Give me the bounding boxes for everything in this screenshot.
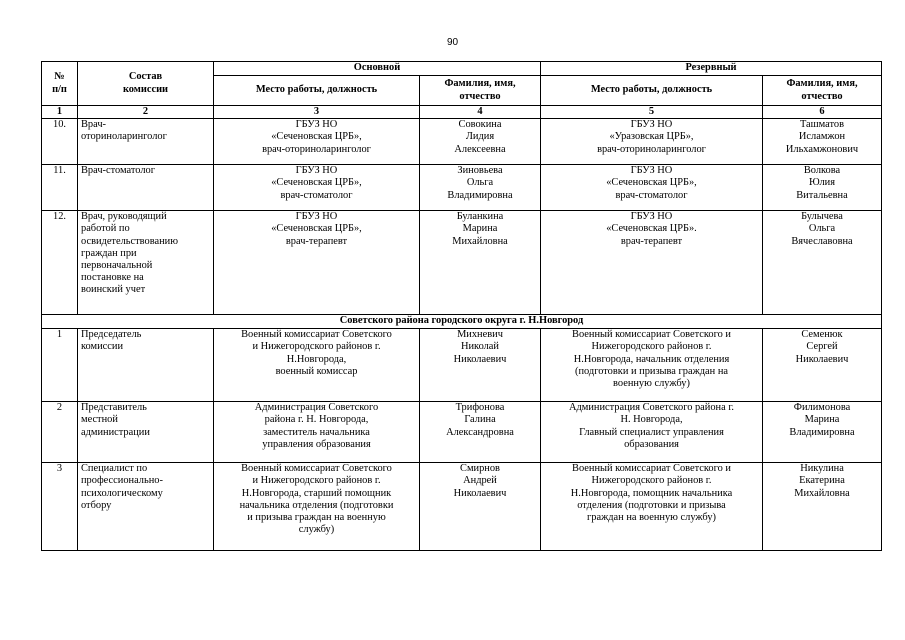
commission-role: Врач- оториноларинголог (78, 119, 214, 165)
reserve-workplace: ГБУЗ НО «Уразовская ЦРБ», врач-оториноларинголог (541, 119, 763, 165)
reserve-person-name: Волкова Юлия Витальевна (763, 165, 882, 211)
reserve-workplace: Военный комиссариат Советского и Нижегородского районов г. Н.Новгорода, помощник начальника отделения (подготовки и призыва граждан на военную службу) (541, 463, 763, 551)
table-row (42, 463, 882, 551)
row-number: 12. (42, 211, 78, 315)
reserve-person-name: Семенюк Сергей Николаевич (763, 329, 882, 402)
row-number: 1 (42, 329, 78, 402)
main-person-name: Михневич Николай Николаевич (420, 329, 541, 402)
main-workplace: Военный комиссариат Советского и Нижегородского районов г. Н.Новгорода, военный комиссар (214, 329, 420, 402)
column-number: 1 (42, 106, 78, 119)
main-workplace: Администрация Советского района г. Н. Новгорода, заместитель начальника управления образования (214, 402, 420, 463)
row-number: 10. (42, 119, 78, 165)
commission-role: Специалист по профессионально- психологическому отбору (78, 463, 214, 551)
main-person-name: Зиновьева Ольга Владимировна (420, 165, 541, 211)
main-person-name: Трифонова Галина Александровна (420, 402, 541, 463)
section-row (42, 315, 882, 329)
main-workplace: ГБУЗ НО «Сеченовская ЦРБ», врач-стоматолог (214, 165, 420, 211)
header-reserve-name: Фамилия, имя, отчество (763, 76, 882, 106)
main-workplace: ГБУЗ НО «Сеченовская ЦРБ», врач-терапевт (214, 211, 420, 315)
header-composition: Состав комиссии (78, 62, 214, 106)
column-number: 3 (214, 106, 420, 119)
reserve-person-name: Никулина Екатерина Михайловна (763, 463, 882, 551)
page-number: 90 (446, 37, 459, 48)
header-reserve: Резервный (541, 62, 882, 76)
reserve-person-name: Филимонова Марина Владимировна (763, 402, 882, 463)
reserve-person-name: Булычева Ольга Вячеславовна (763, 211, 882, 315)
reserve-workplace: Администрация Советского района г. Н. Новгорода, Главный специалист управления образования (541, 402, 763, 463)
reserve-workplace: ГБУЗ НО «Сеченовская ЦРБ». врач-терапевт (541, 211, 763, 315)
header-num: № п/п (42, 62, 78, 106)
table-row (42, 119, 882, 165)
header-main-workplace: Место работы, должность (214, 76, 420, 106)
column-number: 6 (763, 106, 882, 119)
commission-role: Врач-стоматолог (78, 165, 214, 211)
main-workplace: ГБУЗ НО «Сеченовская ЦРБ», врач-оториноларинголог (214, 119, 420, 165)
main-person-name: Буланкина Марина Михайловна (420, 211, 541, 315)
table-row (42, 329, 882, 402)
table-row (42, 165, 882, 211)
column-number: 5 (541, 106, 763, 119)
row-number: 2 (42, 402, 78, 463)
column-number: 4 (420, 106, 541, 119)
main-person-name: Совокина Лидия Алексеевна (420, 119, 541, 165)
reserve-workplace: ГБУЗ НО «Сеченовская ЦРБ», врач-стоматолог (541, 165, 763, 211)
table-row (42, 402, 882, 463)
table-row (42, 211, 882, 315)
main-workplace: Военный комиссариат Советского и Нижегородского районов г. Н.Новгорода, старший помощник начальника отделения (подготовки и призыва граждан на военную службу) (214, 463, 420, 551)
main-person-name: Смирнов Андрей Николаевич (420, 463, 541, 551)
header-main-name: Фамилия, имя, отчество (420, 76, 541, 106)
commission-table (41, 61, 882, 551)
row-number: 3 (42, 463, 78, 551)
section-title: Советского района городского округа г. Н.Новгород (42, 315, 882, 329)
commission-role: Председатель комиссии (78, 329, 214, 402)
column-number: 2 (78, 106, 214, 119)
row-number: 11. (42, 165, 78, 211)
commission-role: Представитель местной администрации (78, 402, 214, 463)
reserve-workplace: Военный комиссариат Советского и Нижегородского районов г. Н.Новгорода, начальник отделения (подготовки и призыва граждан на военную службу) (541, 329, 763, 402)
header-main: Основной (214, 62, 541, 76)
header-reserve-workplace: Место работы, должность (541, 76, 763, 106)
reserve-person-name: Ташматов Исламжон Ильхамжонович (763, 119, 882, 165)
commission-role: Врач, руководящий работой по освидетельствованию граждан при первоначальной постановке на воинский учет (78, 211, 214, 315)
